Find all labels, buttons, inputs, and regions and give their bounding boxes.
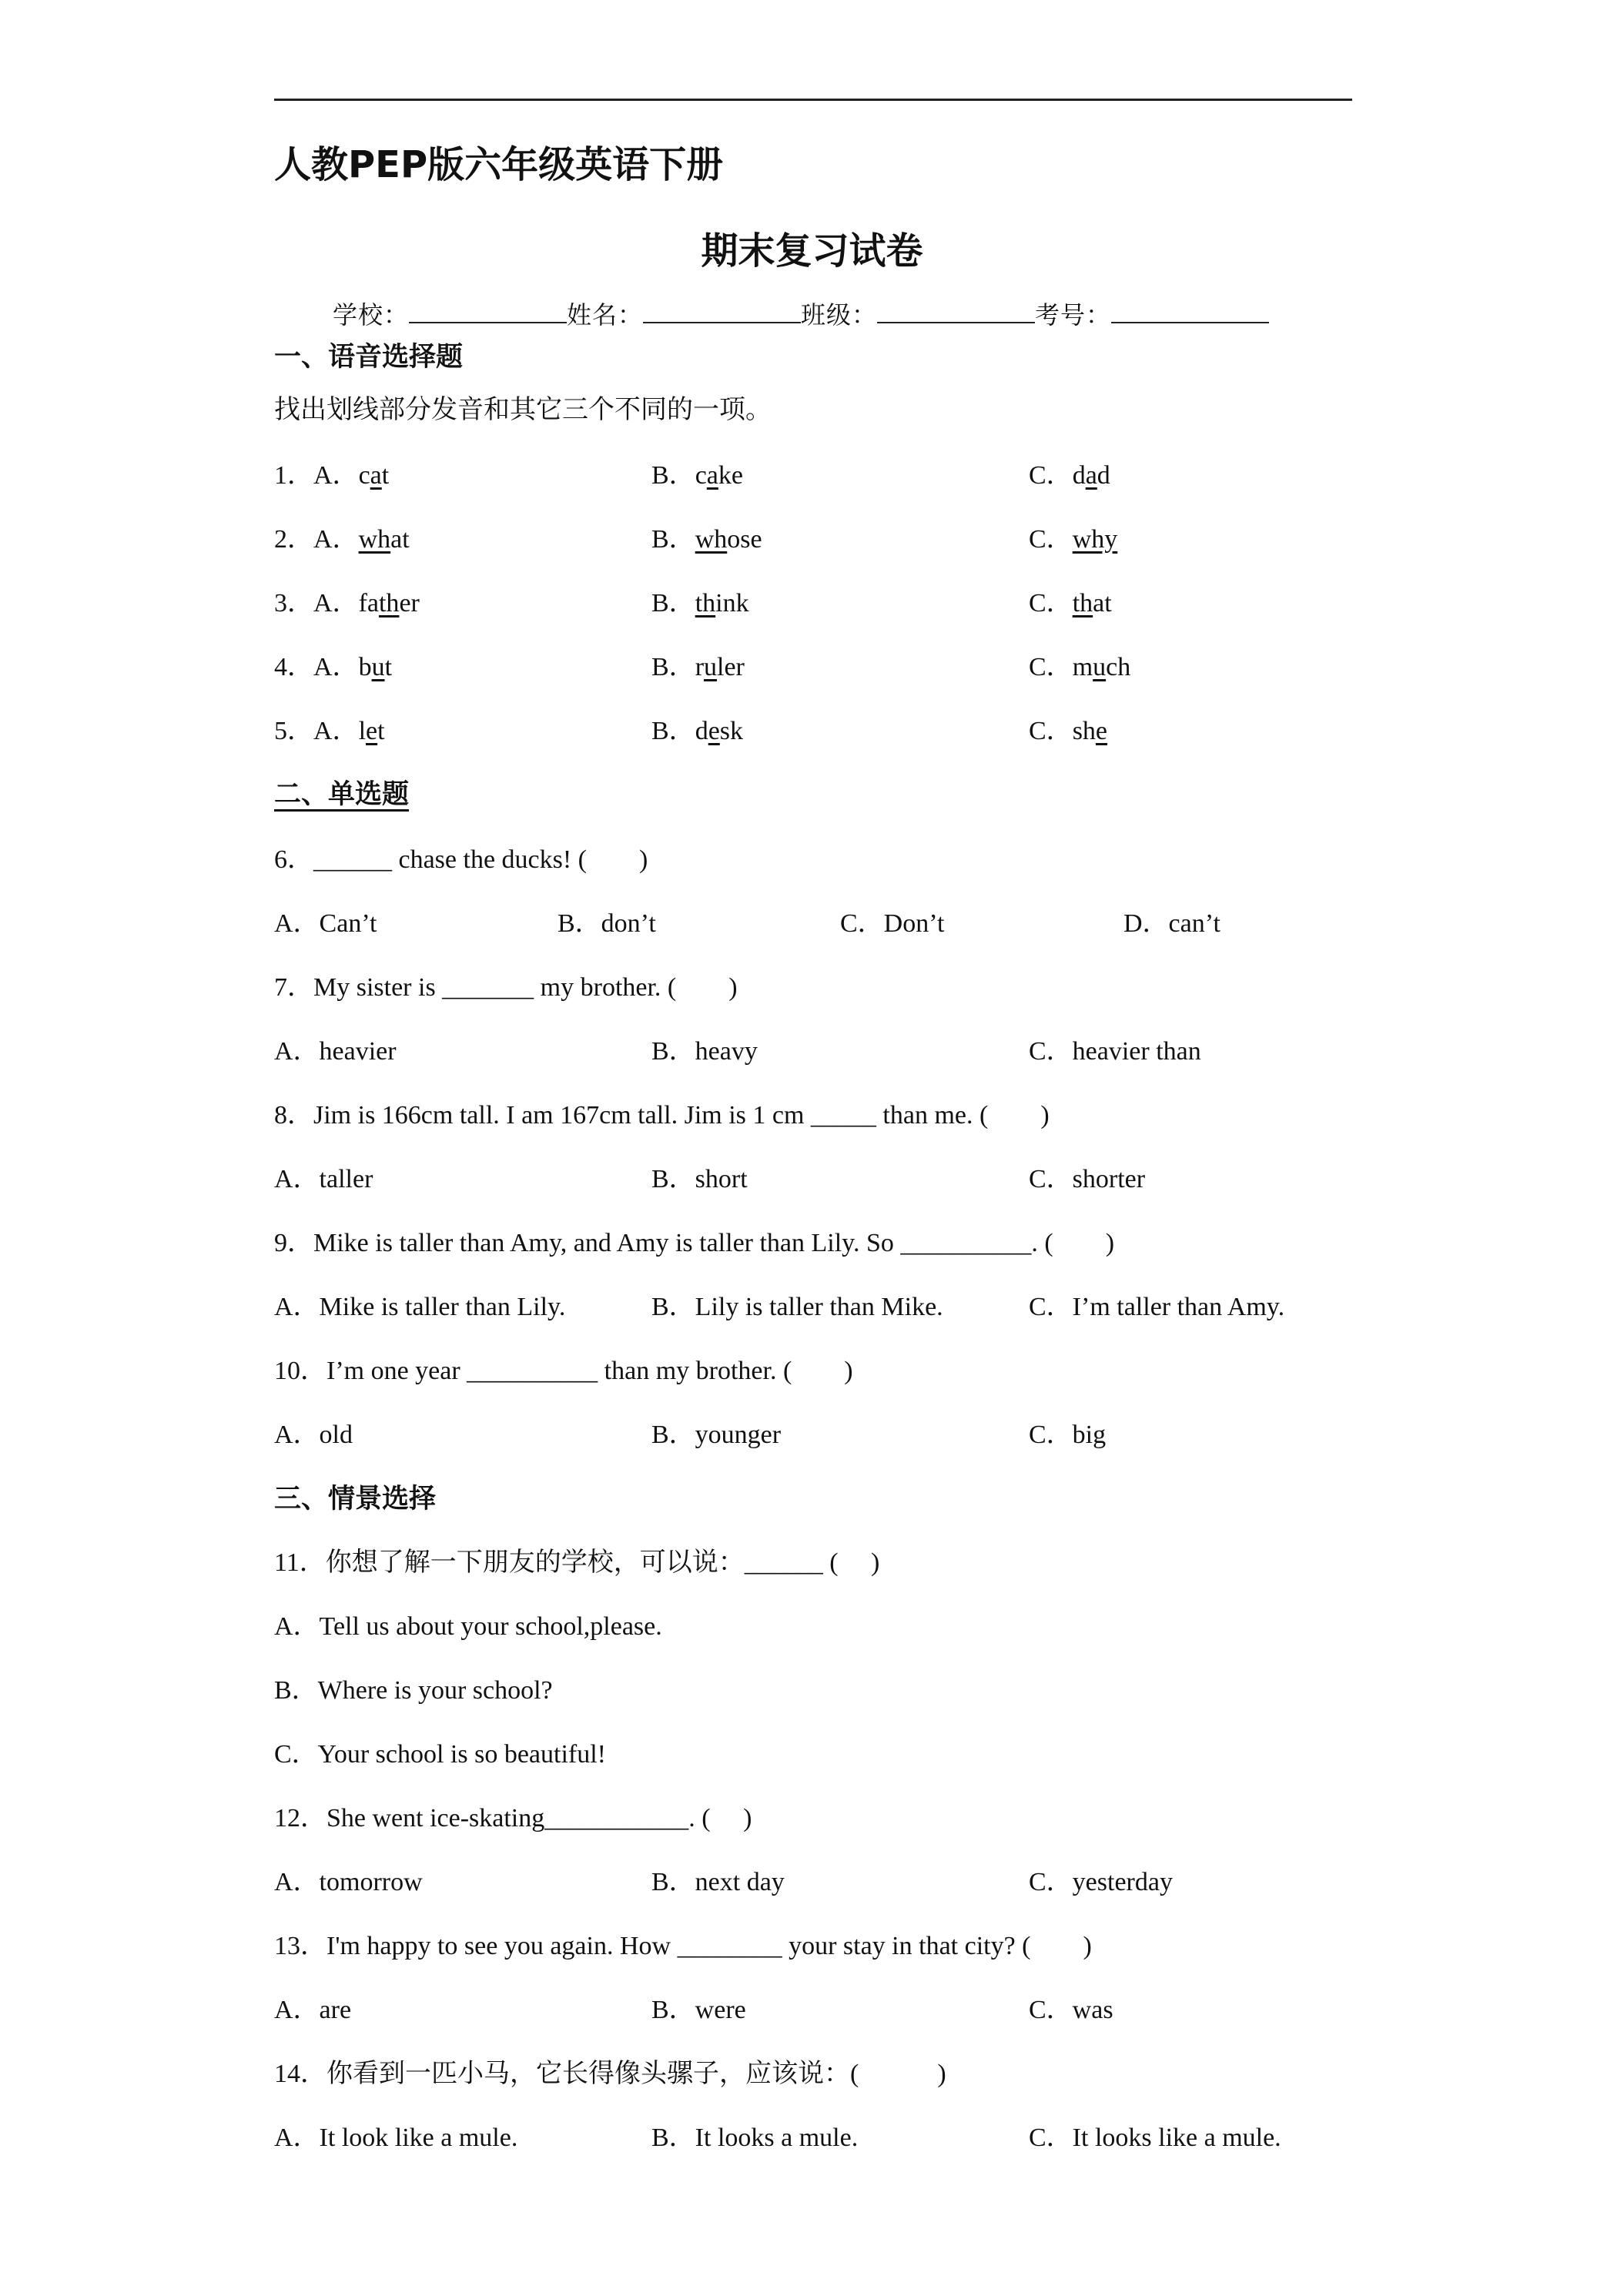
field-school-blank[interactable] <box>409 299 567 323</box>
question-6-option-b[interactable]: B．don’t <box>558 909 656 938</box>
question-13-stem: 13．I'm happy to see you again. How ________ your stay in that city? ( ) <box>274 1932 1092 1960</box>
field-exam-number-blank[interactable] <box>1111 299 1269 323</box>
phonics-q4-option-b[interactable]: B．ruler <box>651 653 745 681</box>
student-info-fields <box>333 299 1269 330</box>
field-class-blank[interactable] <box>877 299 1035 323</box>
question-12-option-a[interactable]: A．tomorrow <box>274 1868 423 1896</box>
doc-header-title: 人教PEP版六年级英语下册 <box>274 143 724 186</box>
phonics-q4-option-c[interactable]: C．much <box>1029 653 1131 681</box>
phonics-q1-option-b[interactable]: B．cake <box>651 461 743 490</box>
question-13-option-c[interactable]: C．was <box>1029 1996 1113 2024</box>
question-7-option-a[interactable]: A．heavier <box>274 1037 397 1066</box>
section-3-heading: 三、情景选择 <box>274 1484 437 1514</box>
question-11-option-a[interactable]: A．Tell us about your school,please. <box>274 1612 662 1641</box>
phonics-q4-option-a[interactable]: 4．A．but <box>274 653 393 681</box>
question-8-option-c[interactable]: C．shorter <box>1029 1165 1146 1193</box>
question-13-option-b[interactable]: B．were <box>651 1996 746 2024</box>
question-10-option-b[interactable]: B．younger <box>651 1421 782 1449</box>
question-7-option-c[interactable]: C．heavier than <box>1029 1037 1201 1066</box>
field-class-label: 班级： <box>801 300 878 330</box>
question-10-option-a[interactable]: A．old <box>274 1421 353 1449</box>
question-14-option-a[interactable]: A．It look like a mule. <box>274 2124 518 2152</box>
question-8-option-a[interactable]: A．taller <box>274 1165 373 1193</box>
phonics-q2-option-b[interactable]: B．whose <box>651 525 762 554</box>
phonics-q1-option-a[interactable]: 1．A．cat <box>274 461 390 490</box>
phonics-q3-option-c[interactable]: C．that <box>1029 589 1112 618</box>
phonics-q1-option-c[interactable]: C．dad <box>1029 461 1110 490</box>
question-10-option-c[interactable]: C．big <box>1029 1421 1107 1449</box>
question-6-option-a[interactable]: A．Can’t <box>274 909 377 938</box>
question-11-stem: 11．你想了解一下朋友的学校，可以说：______ ( ) <box>274 1548 880 1577</box>
question-13-option-a[interactable]: A．are <box>274 1996 352 2024</box>
question-9-option-a[interactable]: A．Mike is taller than Lily. <box>274 1293 566 1321</box>
question-12-option-c[interactable]: C．yesterday <box>1029 1868 1173 1896</box>
question-12-option-b[interactable]: B．next day <box>651 1868 785 1896</box>
question-14-stem: 14．你看到一匹小马，它长得像头骡子，应该说：( ) <box>274 2060 946 2088</box>
question-8-stem: 8．Jim is 166cm tall. I am 167cm tall. Jim is 1 cm _____ than me. ( ) <box>274 1101 1050 1130</box>
question-14-option-b[interactable]: B．It looks a mule. <box>651 2124 859 2152</box>
field-name-label: 姓名： <box>567 300 644 330</box>
section-1-instruction: 找出划线部分发音和其它三个不同的一项。 <box>274 396 772 424</box>
question-6-option-c[interactable]: C．Don’t <box>840 909 945 938</box>
field-name-blank[interactable] <box>643 299 801 323</box>
phonics-q5-option-b[interactable]: B．desk <box>651 717 744 745</box>
question-8-option-b[interactable]: B．short <box>651 1165 748 1193</box>
field-exam-number-label: 考号： <box>1035 300 1112 330</box>
phonics-q2-option-c[interactable]: C．why <box>1029 525 1118 554</box>
section-1-heading: 一、语音选择题 <box>274 342 464 373</box>
header-rule <box>274 99 1352 101</box>
question-11-option-c[interactable]: C．Your school is so beautiful! <box>274 1740 606 1769</box>
section-2-heading: 二、单选题 <box>274 779 410 810</box>
phonics-q5-option-c[interactable]: C．she <box>1029 717 1108 745</box>
phonics-q2-option-a[interactable]: 2．A．what <box>274 525 410 554</box>
question-6-stem: 6．______ chase the ducks! ( ) <box>274 845 648 874</box>
question-12-stem: 12．She went ice-skating___________. ( ) <box>274 1804 752 1832</box>
field-school-label: 学校： <box>333 300 410 330</box>
question-9-stem: 9．Mike is taller than Amy, and Amy is taller than Lily. So __________. ( ) <box>274 1229 1115 1257</box>
question-9-option-c[interactable]: C．I’m taller than Amy. <box>1029 1293 1285 1321</box>
question-14-option-c[interactable]: C．It looks like a mule. <box>1029 2124 1281 2152</box>
phonics-q3-option-b[interactable]: B．think <box>651 589 749 618</box>
question-10-stem: 10．I’m one year __________ than my brother. ( ) <box>274 1357 853 1385</box>
question-11-option-b[interactable]: B．Where is your school? <box>274 1676 553 1705</box>
phonics-q3-option-a[interactable]: 3．A．father <box>274 589 420 618</box>
question-6-option-d[interactable]: D．can’t <box>1123 909 1221 938</box>
question-7-option-b[interactable]: B．heavy <box>651 1037 758 1066</box>
phonics-q5-option-a[interactable]: 5．A．let <box>274 717 385 745</box>
doc-subtitle: 期末复习试卷 <box>701 229 923 273</box>
question-9-option-b[interactable]: B．Lily is taller than Mike. <box>651 1293 943 1321</box>
question-7-stem: 7．My sister is _______ my brother. ( ) <box>274 973 738 1002</box>
